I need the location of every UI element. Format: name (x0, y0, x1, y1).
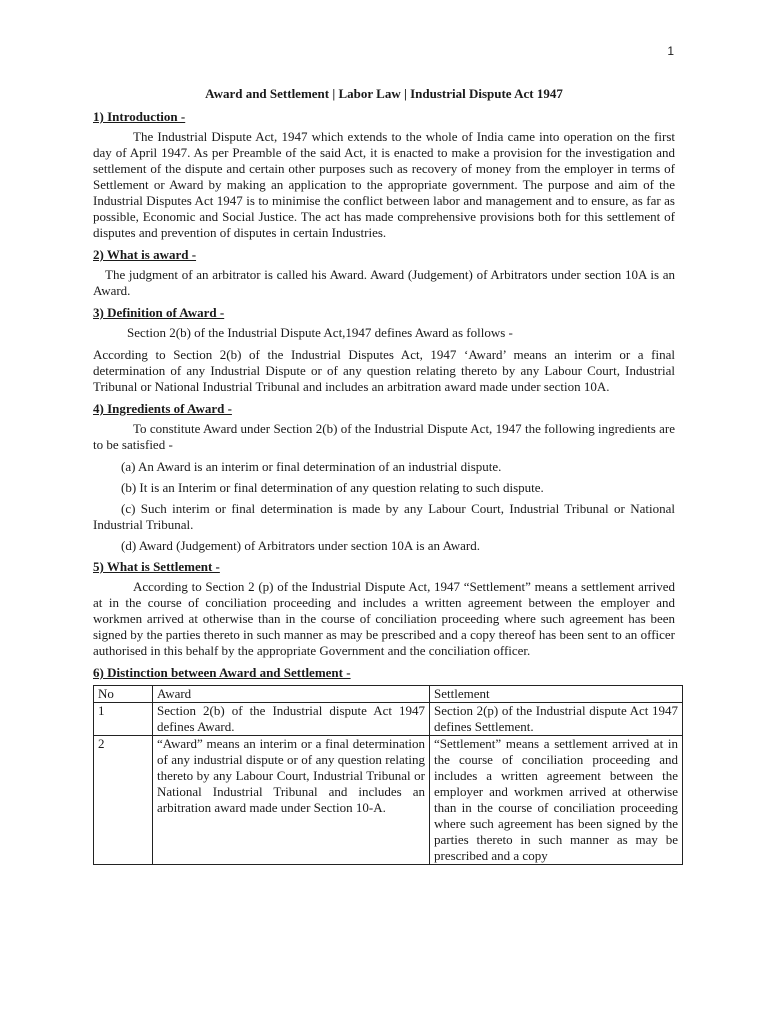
table-cell-no: 1 (94, 703, 153, 736)
ingredient-item-c: (c) Such interim or final determination is made by any Labour Court, Industrial Tribunal or National Industrial Tribunal. (93, 501, 675, 532)
section-heading-introduction: 1) Introduction - (93, 109, 186, 124)
table-header-award: Award (153, 686, 430, 703)
table-header-settlement: Settlement (430, 686, 683, 703)
table-cell-no: 2 (94, 736, 153, 865)
table-cell-settlement: “Settlement” means a settlement arrived at in the course of conciliation proceeding and includes a written agreement between the employer and workmen arrived at otherwise than in the course of conciliation proceeding where such agreement has been signed by the parties thereto in such manner as may be prescribed and a copy (430, 736, 683, 865)
table-row (94, 703, 683, 736)
document-title: Award and Settlement | Labor Law | Industrial Dispute Act 1947 (205, 86, 563, 101)
ingredient-item-d: (d) Award (Judgement) of Arbitrators under section 10A is an Award. (121, 538, 481, 553)
settlement-paragraph: According to Section 2 (p) of the Industrial Dispute Act, 1947 “Settlement” means a settlement arrived at in the course of conciliation proceeding and includes a written agreement between the employer and workmen arrived at otherwise than in the course of conciliation proceeding where such agreement has been signed by the parties thereto in such manner as may be prescribed and a copy thereof has been sent to an officer authorised in this behalf by the appropriate Government and the conciliation officer. (93, 579, 675, 658)
definition-intro-paragraph: Section 2(b) of the Industrial Dispute Act,1947 defines Award as follows - (127, 325, 513, 340)
table-row (94, 736, 683, 865)
table-header-row (94, 686, 683, 703)
page-number: 1 (667, 44, 674, 58)
section-heading-ingredients: 4) Ingredients of Award - (93, 401, 232, 416)
definition-paragraph: According to Section 2(b) of the Industrial Disputes Act, 1947 ‘Award’ means an interim or a final determination of any Industrial Dispute or of any question relating thereto by any Labour Court, Industrial Tribunal or National Industrial Tribunal and includes an arbitration award made under section 10A. (93, 347, 675, 394)
table-cell-award: Section 2(b) of the Industrial dispute Act 1947 defines Award. (153, 703, 430, 736)
section-heading-what-is-award: 2) What is award - (93, 247, 197, 262)
ingredient-item-b: (b) It is an Interim or final determination of any question relating to such dispute. (121, 480, 544, 495)
table-cell-award: “Award” means an interim or a final determination of any industrial dispute or of any question relating thereto by any Labour Court, Industrial Tribunal or National Industrial Tribunal and includes an arbitration award made under Section 10-A. (153, 736, 430, 865)
section-heading-definition: 3) Definition of Award - (93, 305, 225, 320)
table-cell-settlement: Section 2(p) of the Industrial dispute Act 1947 defines Settlement. (430, 703, 683, 736)
ingredient-item-a: (a) An Award is an interim or final determination of an industrial dispute. (121, 459, 502, 474)
ingredients-intro-paragraph: To constitute Award under Section 2(b) of the Industrial Dispute Act, 1947 the following ingredients are to be satisfied - (93, 421, 675, 452)
what-is-award-paragraph: The judgment of an arbitrator is called his Award. Award (Judgement) of Arbitrators under section 10A is an Award. (93, 267, 675, 298)
introduction-paragraph: The Industrial Dispute Act, 1947 which extends to the whole of India came into operation on the first day of April 1947. As per Preamble of the said Act, it is enacted to make a provision for the investigation and settlement of the dispute and certain other purposes such as recovery of money from the employer in terms of Settlement or Award by making an application to the appropriate government. The purpose and aim of the Industrial Disputes Act 1947 is to minimise the conflict between labor and management and to ensure, as far as possible, Economic and Social Justice. The act has made comprehensive provisions both for this settlement of disputes and prevention of disputes in certain Industries. (93, 129, 675, 240)
distinction-table (93, 685, 683, 865)
document-body (93, 86, 678, 865)
section-heading-settlement: 5) What is Settlement - (93, 559, 220, 574)
table-header-no: No (94, 686, 153, 703)
section-heading-distinction: 6) Distinction between Award and Settlement - (93, 665, 351, 680)
